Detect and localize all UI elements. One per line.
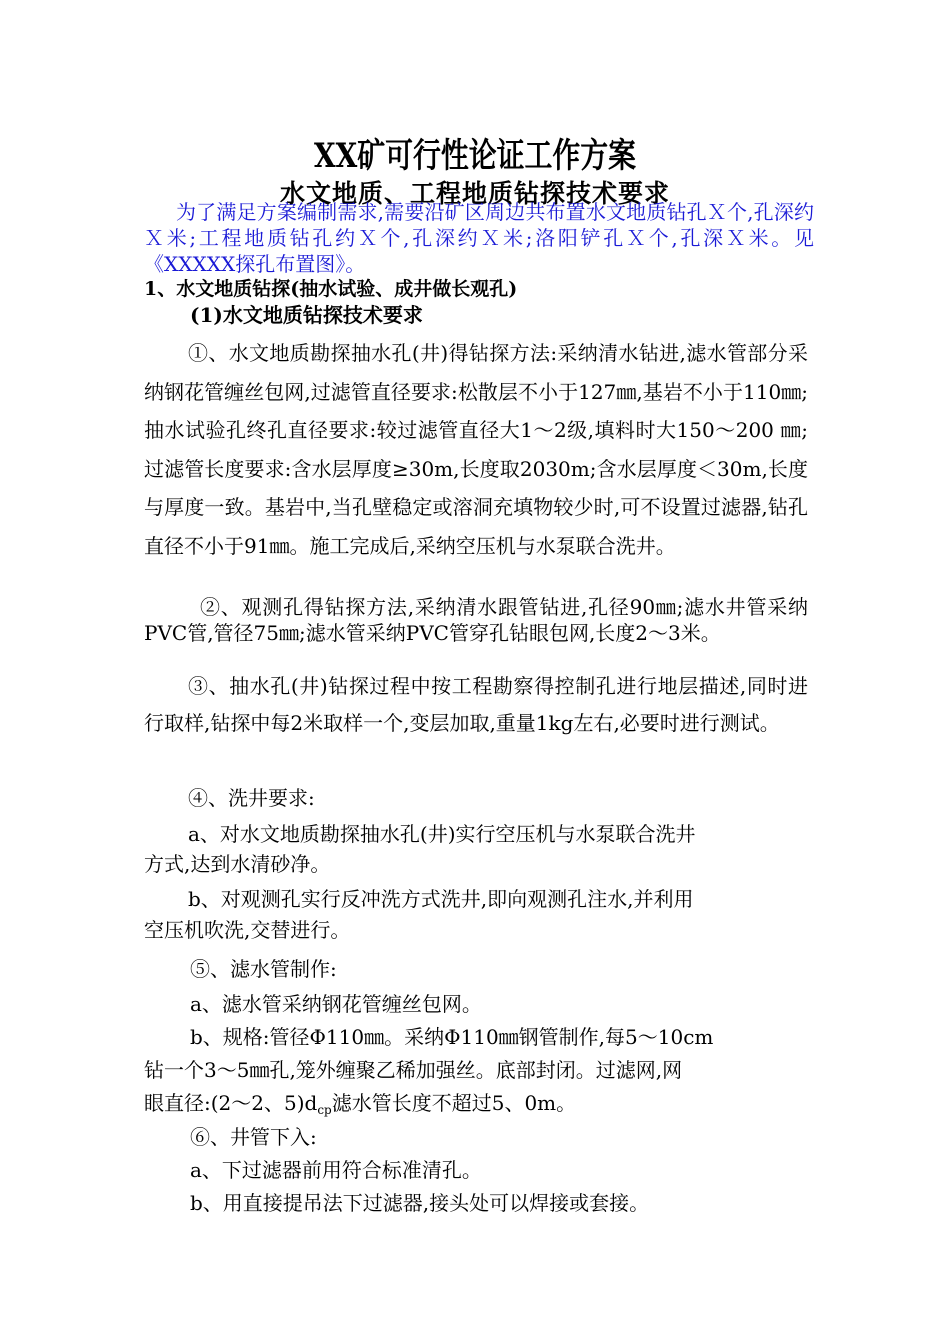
item-3-paragraph: ③、抽水孔(井)钻探过程中按工程勘察得控制孔进行地层描述,同时进行取样,钻探中每2米取样一个,变层加取,重量1kg左右,必要时进行测试。: [144, 674, 808, 735]
item-5b-line-3: [144, 1087, 576, 1117]
item-5b-line-2: 钻一个3～5㎜孔,笼外缠聚乙稀加强丝。底部封闭。过滤网,网: [144, 1058, 683, 1082]
item-4-heading: ④、洗井要求:: [188, 786, 315, 810]
item-6a-line: a、下过滤器前用符合标准清孔。: [190, 1158, 482, 1182]
item-6b-line: b、用直接提吊法下过滤器,接头处可以焊接或套接。: [190, 1191, 650, 1215]
item-2-paragraph: ②、观测孔得钻探方法,采纳清水跟管钻进,孔径90㎜;滤水井管采纳PVC管,管径75㎜;滤水管采纳PVC管穿孔钻眼包网,长度2～3米。: [144, 595, 808, 645]
section-heading-1-1: (1)水文地质钻探技术要求: [190, 303, 423, 327]
item-4a-line-1: a、对水文地质勘探抽水孔(井)实行空压机与水泵联合洗井: [188, 822, 696, 846]
item-5b-subscript: cp: [317, 1103, 332, 1117]
document-subtitle: 水文地质、工程地质钻探技术要求: [279, 179, 670, 208]
item-5-heading: ⑤、滤水管制作:: [190, 957, 337, 981]
section-heading-1: 1、水文地质钻探(抽水试验、成井做长观孔): [144, 278, 518, 300]
item-5b-line-3-start: 眼直径:(2～2、5)d: [144, 1091, 318, 1115]
item-1-paragraph: ①、水文地质勘探抽水孔(井)得钻探方法:采纳清水钻进,滤水管部分采纳钢花管缠丝包网,过滤管直径要求:松散层不小于127㎜,基岩不小于110㎜;抽水试验孔终孔直径要求:较过滤管直径大1～2级,填料时大150～200 ㎜;过滤管长度要求:含水层厚度≥30m,长度取2030m;含水层厚度＜30m,长度与厚度一致。基岩中,当孔壁稳定或溶洞充填物较少时,可不设置过滤器,钻孔直径不小于91㎜。施工完成后,采纳空压机与水泵联合洗井。: [144, 341, 808, 558]
item-6-heading: ⑥、井管下入:: [190, 1125, 317, 1149]
item-5b-line-1: b、规格:管径Φ110㎜。采纳Φ110㎜钢管制作,每5～10cm: [190, 1025, 714, 1049]
item-5b-line-3-end: 滤水管长度不超过5、0m。: [331, 1091, 577, 1115]
item-4b-line-1: b、对观测孔实行反冲洗方式洗井,即向观测孔注水,并利用: [188, 887, 694, 911]
item-5a-line: a、滤水管采纳钢花管缠丝包网。: [190, 992, 482, 1016]
intro-paragraph: 为了满足方案编制需求,需要沿矿区周边共布置水文地质钻孔Ｘ个,孔深约Ｘ米;工程地质钻孔约Ｘ个,孔深约Ｘ米;洛阳铲孔Ｘ个,孔深Ｘ米。见《XXXXX探孔布置图》。: [144, 200, 814, 276]
document-title: XX矿可行性论证工作方案: [313, 136, 637, 176]
item-4a-line-2: 方式,达到水清砂净。: [144, 852, 331, 876]
item-4b-line-2: 空压机吹洗,交替进行。: [144, 918, 351, 942]
